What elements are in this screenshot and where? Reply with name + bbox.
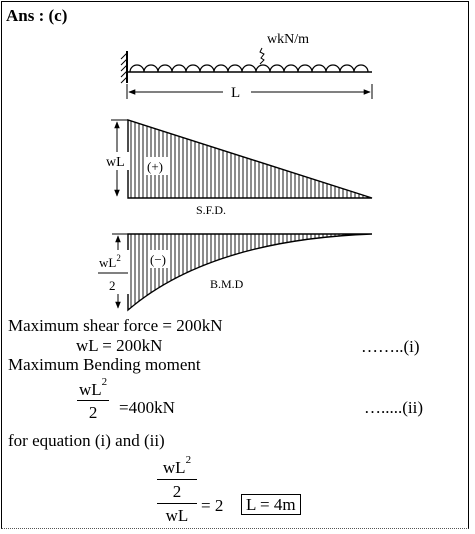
equation-2-fraction: $\frac{wL^2}{2}$ xyxy=(79,376,108,422)
combine-line: for equation (i) and (ii) xyxy=(8,431,165,450)
udl-load xyxy=(130,65,368,72)
bmd-height-num: $wL^2$ xyxy=(99,253,121,270)
sfd-caption: S.F.D. xyxy=(196,203,227,217)
max-shear-line: Maximum shear force = 200kN xyxy=(8,316,223,335)
equation-1-tag: ……..(i) xyxy=(361,337,420,356)
bmd-sign: (−) xyxy=(150,252,166,267)
answer-label: Ans : (c) xyxy=(6,6,68,25)
equation-2-rhs: =400kN xyxy=(119,398,175,417)
equation-1: wL = 200kN xyxy=(76,336,163,355)
sfd-height-label: wL xyxy=(106,155,125,170)
span-label: L xyxy=(231,85,241,101)
equation-3-fraction: $wL^2$ 2 wL xyxy=(157,459,197,524)
sfd-sign: (+) xyxy=(147,159,163,174)
load-leader xyxy=(260,48,264,64)
fixed-support xyxy=(121,51,127,83)
result-box: L = 4m xyxy=(241,494,301,515)
bmd-height-den: 2 xyxy=(109,278,116,293)
bmd-caption: B.M.D xyxy=(210,277,244,291)
bending-moment-diagram xyxy=(128,234,372,310)
max-bending-line: Maximum Bending moment xyxy=(8,355,201,374)
load-label: wkN/m xyxy=(267,32,309,47)
equation-2-tag: ….....(ii) xyxy=(364,398,424,417)
equation-3-rhs: = 2 xyxy=(201,496,224,515)
